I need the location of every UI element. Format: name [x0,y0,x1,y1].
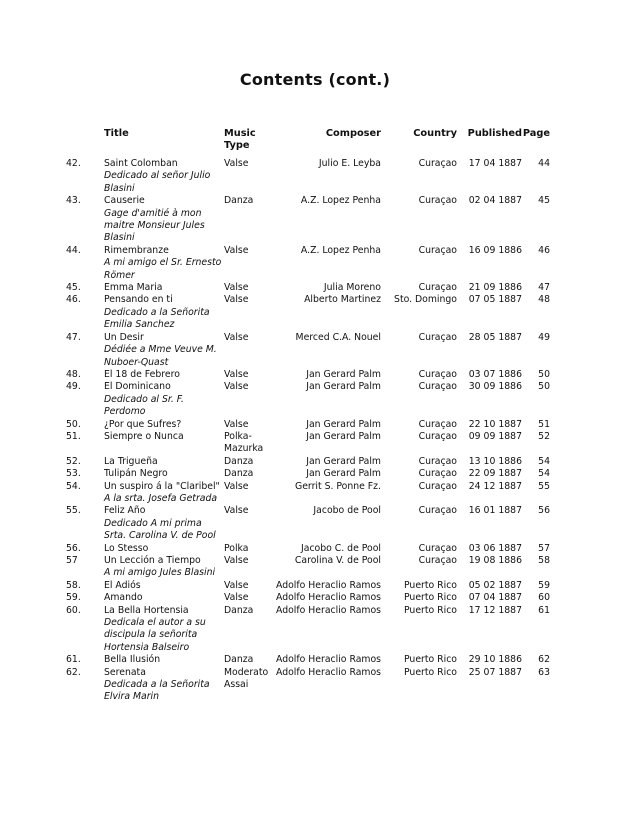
entry-published: 09 09 1887 [468,430,522,442]
table-row [66,468,550,480]
entry-page: 58 [538,555,550,566]
entry-number: 42. [66,158,81,169]
entry-published: 22 09 1887 [468,468,522,480]
entry-composer: Jacobo de Pool [313,505,381,517]
entry-title-cell [104,195,224,245]
entry-page: 63 [538,666,550,678]
table-row [66,419,550,431]
entry-page: 56 [538,505,550,517]
entry-music-type: Valse [224,480,249,492]
table-row [66,555,550,580]
entry-country: Curaçao [418,331,457,343]
entry-number: 45. [66,282,81,294]
entry-title: Un Desir [104,331,144,343]
entry-published: 05 02 1887 [468,579,522,591]
entry-title-cell [104,481,224,506]
table-row [66,592,550,604]
entry-page: 60 [538,592,550,604]
table-row [66,481,550,506]
entry-published: 21 09 1886 [468,282,522,294]
table-row [66,431,550,456]
entry-page: 57 [538,542,550,554]
entry-title-cell [104,505,224,542]
entry-music-type: Valse [224,418,249,430]
entry-published: 07 05 1887 [468,294,522,306]
entry-composer: Merced C.A. Nouel [295,331,381,343]
entry-title-cell [104,158,224,195]
entry-composer: Jan Gerard Palm [306,468,381,480]
entry-published: 17 04 1887 [468,158,522,169]
entry-music-type: Danza [224,195,254,207]
entry-country: Curaçao [418,244,457,256]
entry-published: 16 01 1887 [468,505,522,517]
entry-published: 13 10 1886 [468,455,522,467]
entry-published: 02 04 1887 [468,195,522,207]
header-title: Title [104,128,129,139]
table-row [66,381,550,418]
entry-dedication: A mi amigo Jules Blasini [104,567,216,579]
entry-title: El Dominicano [104,381,171,393]
entry-title-cell [104,294,224,331]
entry-country: Puerto Rico [403,579,457,591]
entry-number: 50. [66,418,81,430]
table-row [66,369,550,381]
table-row [66,605,550,655]
entry-composer: Jan Gerard Palm [306,381,381,393]
entry-composer: Jacobo C. de Pool [301,542,381,554]
entry-country: Puerto Rico [403,604,457,616]
entry-number: 51. [66,430,81,442]
entry-country: Puerto Rico [403,666,457,678]
entry-country: Curaçao [418,505,457,517]
table-row [66,667,550,704]
entry-country: Curaçao [418,158,457,169]
entry-music-type: Valse [224,331,249,343]
entry-country: Curaçao [418,455,457,467]
entry-title: Pensando en ti [104,294,173,306]
entry-number: 58. [66,579,81,591]
entry-page: 45 [538,195,550,207]
entry-composer: Jan Gerard Palm [306,368,381,380]
entry-title: El 18 de Febrero [104,368,180,380]
entry-number: 61. [66,654,81,666]
entry-composer: Adolfo Heraclio Ramos [276,592,381,604]
table-row [66,654,550,666]
entry-title: Causerie [104,195,145,207]
entry-page: 61 [538,604,550,616]
entry-page: 51 [538,418,550,430]
table-row [66,245,550,282]
entry-dedication: Dedicada a la Señorita Elvira Marin [104,679,210,703]
entry-title-cell [104,419,224,431]
entry-music-type: Valse [224,294,249,306]
entry-title: Rimembranze [104,244,169,256]
entry-country: Puerto Rico [403,592,457,604]
table-row [66,505,550,542]
entry-page: 54 [538,468,550,480]
entry-number: 56. [66,542,81,554]
entry-page: 44 [538,158,550,169]
entry-dedication: A la srta. Josefa Getrada [104,492,218,504]
entry-dedication: Dedicala el autor a su discipula la señorita Hortensia Balseiro [104,617,206,653]
entry-composer: Adolfo Heraclio Ramos [276,654,381,666]
table-row [66,332,550,369]
entry-published: 30 09 1886 [468,381,522,393]
entry-composer: Alberto Martinez [304,294,381,306]
entry-page: 62 [538,654,550,666]
entry-title-cell [104,332,224,369]
entry-title-cell [104,543,224,555]
header-composer: Composer [325,128,381,139]
entry-page: 48 [538,294,550,306]
entry-page: 59 [538,579,550,591]
entry-number: 60. [66,604,81,616]
entry-music-type: Valse [224,158,249,169]
entry-composer: A.Z. Lopez Penha [300,244,381,256]
entry-music-type: Polka- Mazurka [224,430,264,455]
entry-title: Amando [104,592,143,604]
entry-dedication: Dedicado a la Señorita Emilia Sanchez [104,306,210,331]
entry-composer: A.Z. Lopez Penha [300,195,381,207]
header-page: Page [522,128,550,139]
header-number [66,126,104,158]
entry-title: Serenata [104,666,146,678]
entry-page: 52 [538,430,550,442]
entry-composer: Jan Gerard Palm [306,430,381,442]
entry-composer: Carolina V. de Pool [294,555,381,566]
entry-title: Emma Maria [104,282,163,294]
table-row [66,294,550,331]
entry-title-cell [104,282,224,294]
entry-title-cell [104,456,224,468]
entry-composer: Jan Gerard Palm [306,418,381,430]
entry-dedication: Dedicado al señor Julio Blasini [104,170,211,194]
entry-title: Saint Colomban [104,158,178,169]
entry-title-cell [104,654,224,666]
entry-published: 19 08 1886 [468,555,522,566]
entry-title: La Bella Hortensia [104,604,189,616]
entry-title: Bella Ilusión [104,654,161,666]
entry-country: Curaçao [418,381,457,393]
entry-number: 55. [66,505,81,517]
entry-title: Tulipán Negro [104,468,168,480]
entry-published: 28 05 1887 [468,331,522,343]
header-country: Country [413,128,457,139]
entry-music-type: Valse [224,368,249,380]
entry-music-type: Moderato Assai [224,666,269,691]
table-row [66,543,550,555]
entry-number: 49. [66,381,81,393]
entry-published: 03 06 1887 [468,542,522,554]
entry-music-type: Danza [224,468,254,480]
entry-number: 44. [66,244,81,256]
entry-title: Un Lección a Tiempo [104,555,201,566]
entry-dedication: A mi amigo el Sr. Ernesto Römer [104,257,222,281]
entry-title: El Adiós [104,579,141,591]
entry-number: 47. [66,331,81,343]
entry-page: 47 [538,282,550,294]
entry-title-cell [104,592,224,604]
entry-dedication: Dedicado A mi prima Srta. Carolina V. de Pool [104,517,216,542]
entry-country: Sto. Domingo [394,294,457,306]
entry-page: 46 [538,244,550,256]
entry-title-cell [104,431,224,456]
page-title: Contents (cont.) [239,70,391,89]
entry-music-type: Polka [224,542,249,554]
entry-title: Lo Stesso [104,542,149,554]
entry-published: 24 12 1887 [468,480,522,492]
entry-published: 07 04 1887 [468,592,522,604]
entry-title: ¿Por que Sufres? [104,418,182,430]
entry-published: 17 12 1887 [468,604,522,616]
entry-number: 43. [66,195,81,207]
entry-number: 52. [66,455,81,467]
entry-country: Curaçao [418,555,457,566]
entry-country: Puerto Rico [403,654,457,666]
contents-table [66,126,550,704]
entry-number: 59. [66,592,81,604]
entry-composer: Julia Moreno [323,282,381,294]
entry-title: La Trigueña [104,455,158,467]
entry-title-cell [104,580,224,592]
table-row [66,282,550,294]
entry-number: 54. [66,480,81,492]
entry-published: 03 07 1886 [468,368,522,380]
entry-dedication: Dédiée a Mme Veuve M. Nuboer-Quast [104,344,217,368]
entry-music-type: Danza [224,604,254,616]
entry-music-type: Danza [224,654,254,666]
entry-composer: Gerrit S. Ponne Fz. [294,480,381,492]
entry-country: Curaçao [418,480,457,492]
entry-page: 50 [538,381,550,393]
entry-number: 46. [66,294,81,306]
entry-title-cell [104,605,224,655]
entry-published: 25 07 1887 [468,666,522,678]
entry-music-type: Valse [224,579,249,591]
entry-title-cell [104,555,224,580]
entry-page: 49 [538,331,550,343]
entry-country: Curaçao [418,430,457,442]
entry-dedication: Gage d'amitié à mon maitre Monsieur Jules Blasini [104,207,205,244]
entry-title-cell [104,667,224,704]
header-music-type: Music Type [224,128,256,152]
entry-title-cell [104,245,224,282]
entry-published: 16 09 1886 [468,244,522,256]
table-header-row [66,126,550,158]
entry-country: Curaçao [418,542,457,554]
entry-country: Curaçao [418,468,457,480]
entry-country: Curaçao [418,418,457,430]
entry-composer: Jan Gerard Palm [306,455,381,467]
entry-composer: Julio E. Leyba [318,158,381,169]
entry-title: Siempre o Nunca [104,430,184,442]
header-published: Published [467,128,522,139]
entry-composer: Adolfo Heraclio Ramos [276,579,381,591]
table-row [66,158,550,195]
entry-dedication: Dedicado al Sr. F. Perdomo [104,393,184,418]
entry-music-type: Valse [224,282,249,294]
entry-title-cell [104,381,224,418]
entry-title: Un suspiro á la "Claribel" [104,480,220,492]
entry-page: 54 [538,455,550,467]
entry-published: 22 10 1887 [468,418,522,430]
entry-title-cell [104,468,224,480]
entry-country: Curaçao [418,368,457,380]
entry-published: 29 10 1886 [468,654,522,666]
entry-country: Curaçao [418,195,457,207]
entry-number: 53. [66,468,81,480]
entry-music-type: Valse [224,555,249,566]
entry-page: 55 [538,480,550,492]
entry-country: Curaçao [418,282,457,294]
entry-title: Feliz Año [104,505,146,517]
entry-composer: Adolfo Heraclio Ramos [276,666,381,678]
entry-composer: Adolfo Heraclio Ramos [276,604,381,616]
entry-number: 48. [66,368,81,380]
entry-music-type: Valse [224,381,249,393]
entry-music-type: Valse [224,505,249,517]
table-row [66,580,550,592]
entry-title-cell [104,369,224,381]
table-row [66,456,550,468]
table-row [66,195,550,245]
entry-music-type: Valse [224,592,249,604]
entry-music-type: Valse [224,244,249,256]
entry-music-type: Danza [224,455,254,467]
entry-number: 62. [66,666,81,678]
entry-page: 50 [538,368,550,380]
entry-number: 57 [66,555,78,566]
